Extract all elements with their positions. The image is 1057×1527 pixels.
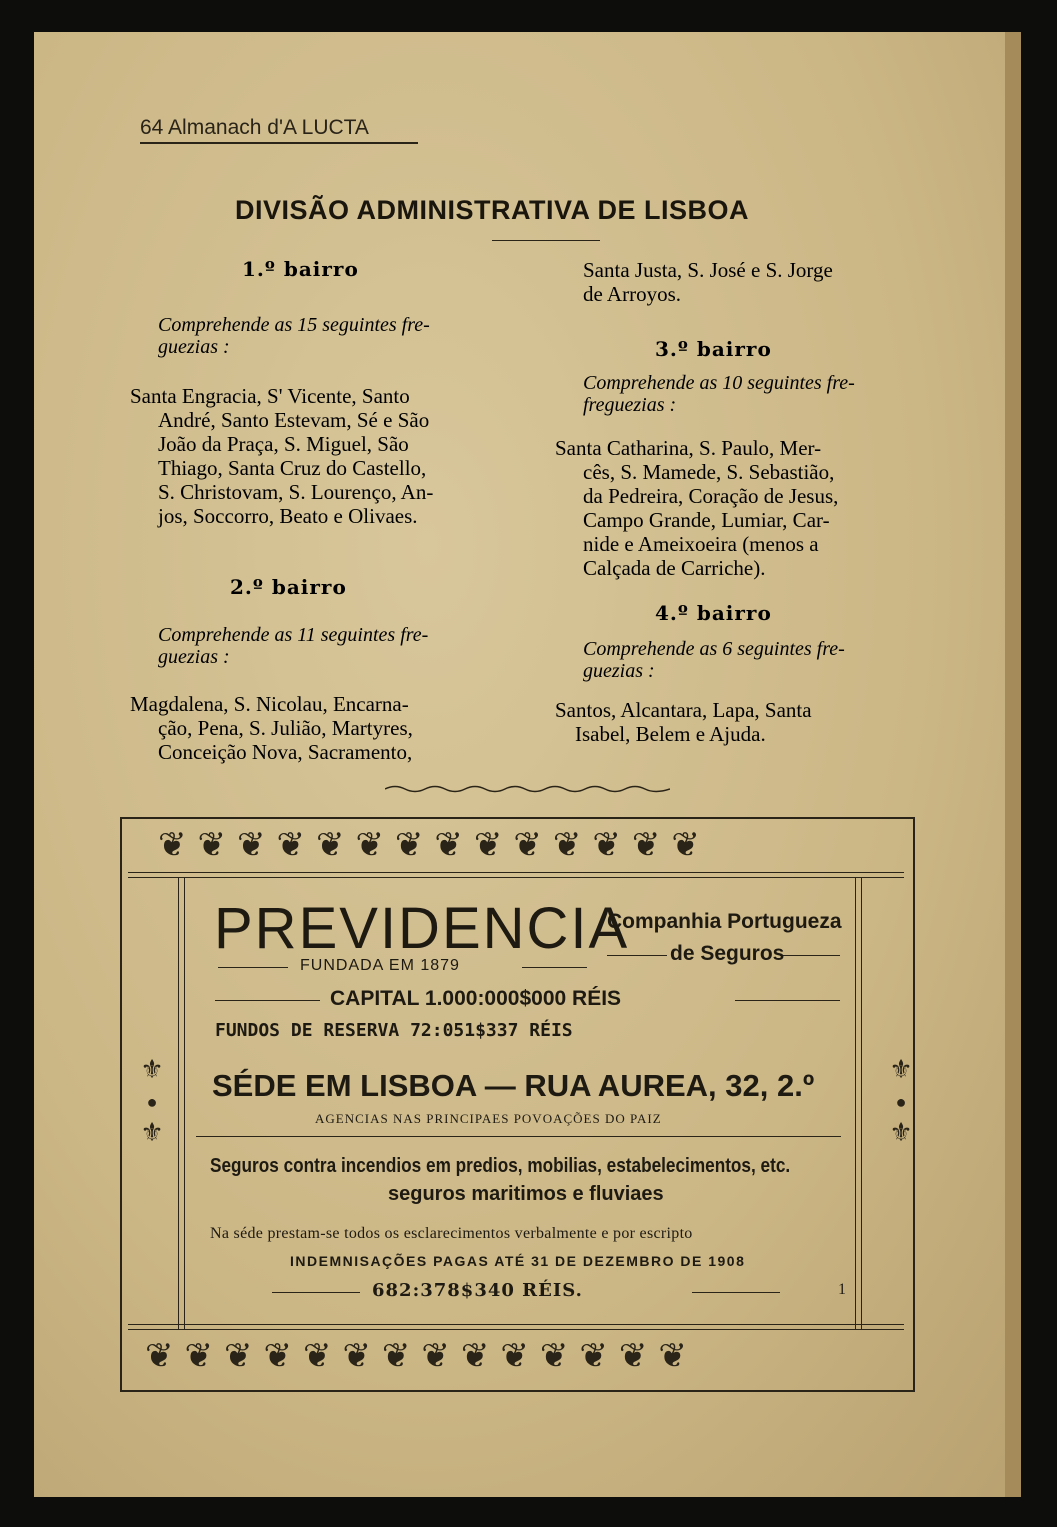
text-line: da Pedreira, Coração de Jesus, <box>583 484 839 508</box>
marine-insurance: seguros maritimos e fluviaes <box>388 1183 664 1205</box>
ad-rule-left <box>184 877 185 1329</box>
text-line: Santa Justa, S. José e S. Jorge <box>583 258 833 282</box>
text-line: Conceição Nova, Sacramento, <box>158 740 413 764</box>
company-rule <box>607 955 667 956</box>
bairro-4-intro-line: guezias : <box>583 660 655 682</box>
reserve-funds: FUNDOS DE RESERVA 72:051$337 RÉIS <box>215 1020 573 1041</box>
bairro-3-intro-line: Comprehende as 10 seguintes fre- <box>583 372 855 394</box>
text-line: S. Christovam, S. Lourenço, An- <box>158 480 434 504</box>
ad-rule-top <box>128 877 904 878</box>
text-line: de Arroyos. <box>583 282 681 306</box>
bairro-1-intro-line: guezias : <box>158 336 230 358</box>
company-name: Companhia Portugueza <box>607 910 842 933</box>
bairro-2-intro <box>158 624 510 668</box>
company-rule <box>780 955 840 956</box>
capital-rule <box>735 1000 840 1001</box>
founded-rule <box>522 967 587 968</box>
text-line: Santa Engracia, S' Vicente, Santo <box>130 384 410 408</box>
left-column <box>130 258 510 764</box>
ad-rule-right <box>855 877 856 1329</box>
text-line: Campo Grande, Lumiar, Car- <box>583 508 830 532</box>
right-column <box>555 258 940 746</box>
grape-ornament-row-top: ❦❦❦❦❦❦❦❦❦❦❦❦❦❦ <box>158 827 711 864</box>
bairro-2-heading: 2.º bairro <box>230 575 347 599</box>
ad-footnote-number: 1 <box>838 1281 846 1298</box>
dot-icon: ● <box>146 1092 158 1112</box>
fleuron-icon: ⚜ <box>889 1118 913 1147</box>
text-line: Santa Catharina, S. Paulo, Mer- <box>555 436 822 460</box>
page-spine <box>1005 32 1021 1497</box>
ad-rule-bottom <box>128 1324 904 1325</box>
fleuron-icon: ⚜ <box>140 1118 164 1147</box>
wavy-divider <box>385 784 670 794</box>
founded-date: FUNDADA EM 1879 <box>300 957 460 974</box>
section-rule <box>196 1136 841 1137</box>
bairro-4-intro-line: Comprehende as 6 seguintes fre- <box>583 638 845 660</box>
text-line: Isabel, Belem e Ajuda. <box>575 722 766 746</box>
fleuron-icon: ⚜ <box>140 1055 164 1084</box>
bairro-3-intro <box>583 372 940 416</box>
text-line: João da Praça, S. Miguel, São <box>158 432 409 456</box>
ad-rule-right <box>861 877 862 1329</box>
bairro-2-continued <box>583 258 940 306</box>
bairro-4-parishes <box>555 698 940 746</box>
ad-rule-left <box>178 877 179 1329</box>
page-title: DIVISÃO ADMINISTRATIVA DE LISBOA <box>235 195 750 225</box>
bairro-3-heading: 3.º bairro <box>655 337 772 361</box>
grape-ornament-row-bottom: ❦❦❦❦❦❦❦❦❦❦❦❦❦❦ <box>145 1338 698 1375</box>
text-line: jos, Soccorro, Beato e Olivaes. <box>158 504 418 528</box>
bairro-4-heading: 4.º bairro <box>655 601 772 625</box>
bairro-4-intro <box>583 638 940 682</box>
company-subtitle: de Seguros <box>670 942 785 965</box>
capital-text: CAPITAL 1.000:000$000 RÉIS <box>330 987 622 1010</box>
brand-name: PREVIDENCIA <box>214 896 630 961</box>
ad-rule-bottom <box>128 1329 904 1330</box>
head-office-address: SÉDE EM LISBOA — RUA AUREA, 32, 2.º <box>212 1068 815 1103</box>
running-title: Almanach d'A LUCTA <box>168 116 369 139</box>
text-line: cês, S. Mamede, S. Sebastião, <box>583 460 835 484</box>
agencies-text: AGENCIAS NAS PRINCIPAES POVOAÇÕES DO PAIZ <box>315 1111 662 1126</box>
capital-rule <box>215 1000 320 1001</box>
info-line: Na séde prestam-se todos os esclarecimentos verbalmente e por escripto <box>210 1225 693 1242</box>
page-number: 64 <box>140 116 164 139</box>
ad-rule-top <box>128 872 904 873</box>
dot-icon: ● <box>895 1092 907 1112</box>
text-line: Santos, Alcantara, Lapa, Santa <box>555 698 812 722</box>
bairro-2-intro-line: Comprehende as 11 seguintes fre- <box>158 624 429 646</box>
bairro-1-intro <box>158 314 510 358</box>
fleuron-icon: ⚜ <box>889 1055 913 1084</box>
indemnities-value: 682:378$340 RÉIS. <box>372 1280 583 1301</box>
text-line: nide e Ameixoeira (menos a <box>583 532 819 556</box>
bairro-2-intro-line: guezias : <box>158 646 230 668</box>
bairro-3-parishes <box>555 436 940 580</box>
bairro-1-parishes <box>130 384 510 528</box>
founded-rule <box>218 967 288 968</box>
running-header <box>140 116 418 144</box>
title-rule <box>492 240 600 241</box>
bairro-1-heading: 1.º bairro <box>242 257 359 281</box>
text-line: Magdalena, S. Nicolau, Encarna- <box>130 692 409 716</box>
text-line: André, Santo Estevam, Sé e São <box>158 408 430 432</box>
indemnities-rule <box>692 1292 780 1293</box>
indemnities-rule <box>272 1292 360 1293</box>
text-line: Calçada de Carriche). <box>583 556 766 580</box>
bairro-1-intro-line: Comprehende as 15 seguintes fre- <box>158 314 430 336</box>
insurance-types: Seguros contra incendios em predios, mobilias, estabelecimentos, etc. <box>210 1155 791 1177</box>
bairro-3-intro-line: freguezias : <box>583 394 677 416</box>
text-line: ção, Pena, S. Julião, Martyres, <box>158 716 413 740</box>
indemnities-title: INDEMNISAÇÕES PAGAS ATÉ 31 DE DEZEMBRO DE 1908 <box>290 1253 746 1269</box>
bairro-2-parishes <box>130 692 510 764</box>
text-line: Thiago, Santa Cruz do Castello, <box>158 456 427 480</box>
